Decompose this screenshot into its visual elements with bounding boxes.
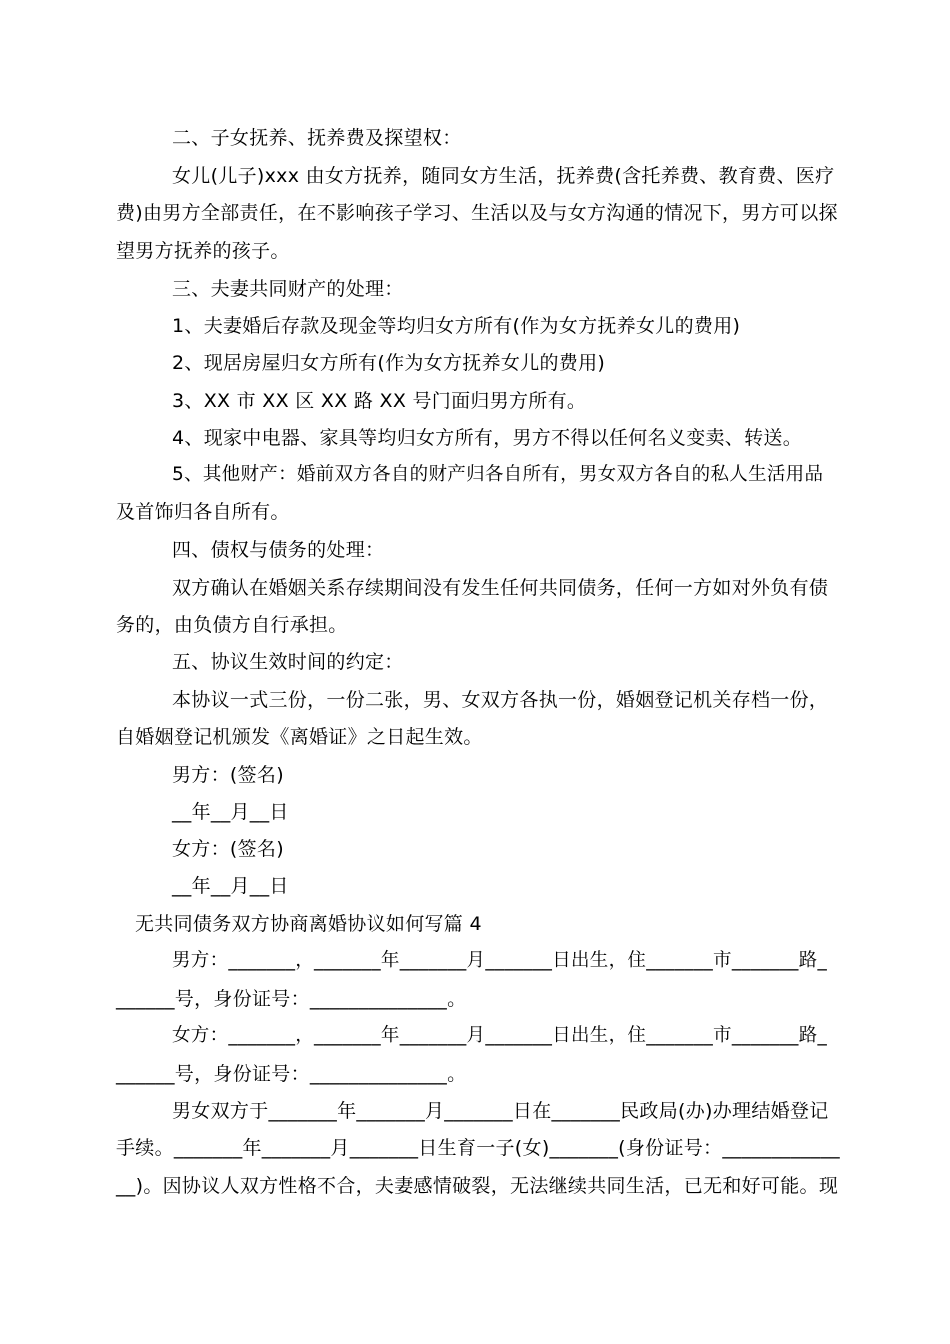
paragraph-line: 自婚姻登记机颁发《离婚证》之日起生效。 bbox=[116, 726, 483, 748]
list-item: 1、夫妻婚后存款及现金等均归女方所有(作为女方抚养女儿的费用) bbox=[172, 315, 741, 337]
list-item: 2、现居房屋归女方所有(作为女方抚养女儿的费用) bbox=[172, 352, 606, 374]
article-title: 无共同债务双方协商离婚协议如何写篇 4 bbox=[135, 913, 482, 935]
paragraph-line: __)。因协议人双方性格不合，夫妻感情破裂，无法继续共同生活，已无和好可能。现 bbox=[116, 1175, 839, 1197]
paragraph-line: 男女双方于_______年_______月_______日在_______民政局(办)办理结婚登记 bbox=[172, 1100, 829, 1122]
list-item: 4、现家中电器、家具等均归女方所有，男方不得以任何名义变卖、转送。 bbox=[172, 427, 802, 449]
list-item: 5、其他财产：婚前双方各自的财产归各自所有，男女双方各自的私人生活用品 bbox=[172, 464, 824, 485]
paragraph-line: 及首饰归各自所有。 bbox=[116, 501, 290, 523]
section-heading-effective-date: 五、协议生效时间的约定： bbox=[172, 651, 404, 673]
signature-date: __年__月__日 bbox=[172, 875, 289, 897]
section-heading-debts: 四、债权与债务的处理： bbox=[172, 539, 385, 561]
paragraph-line: 本协议一式三份，一份二张，男、女双方各执一份，婚姻登记机关存档一份， bbox=[172, 689, 829, 711]
paragraph-line: 望男方抚养的孩子。 bbox=[116, 240, 290, 262]
paragraph-line: 女儿(儿子)xxx 由女方抚养，随同女方生活，抚养费(含托养费、教育费、医疗 bbox=[172, 165, 835, 187]
paragraph-line: 双方确认在婚姻关系存续期间没有发生任何共同债务，任何一方如对外负有债 bbox=[172, 577, 829, 599]
paragraph-line: 务的，由负债方自行承担。 bbox=[116, 614, 348, 636]
paragraph-line: 女方：_______，_______年_______月_______日出生，住_______市_______路_ bbox=[172, 1025, 828, 1046]
section-heading-child-custody: 二、子女抚养、抚养费及探望权： bbox=[172, 127, 462, 149]
section-heading-property: 三、夫妻共同财产的处理： bbox=[172, 278, 404, 300]
list-item: 3、XX 市 XX 区 XX 路 XX 号门面归男方所有。 bbox=[172, 390, 587, 412]
signature-male: 男方：(签名) bbox=[172, 764, 284, 786]
paragraph-line: 男方：_______，_______年_______月_______日出生，住_______市_______路_ bbox=[172, 950, 828, 971]
paragraph-line: ______号，身份证号：______________。 bbox=[116, 988, 467, 1010]
paragraph-line: ______号，身份证号：______________。 bbox=[116, 1063, 467, 1085]
paragraph-line: 费)由男方全部责任，在不影响孩子学习、生活以及与女方沟通的情况下，男方可以探 bbox=[116, 202, 838, 224]
signature-date: __年__月__日 bbox=[172, 801, 289, 823]
paragraph-line: 手续。_______年_______月_______日生育一子(女)_______(身份证号：____________ bbox=[116, 1137, 840, 1159]
signature-female: 女方：(签名) bbox=[172, 838, 284, 860]
